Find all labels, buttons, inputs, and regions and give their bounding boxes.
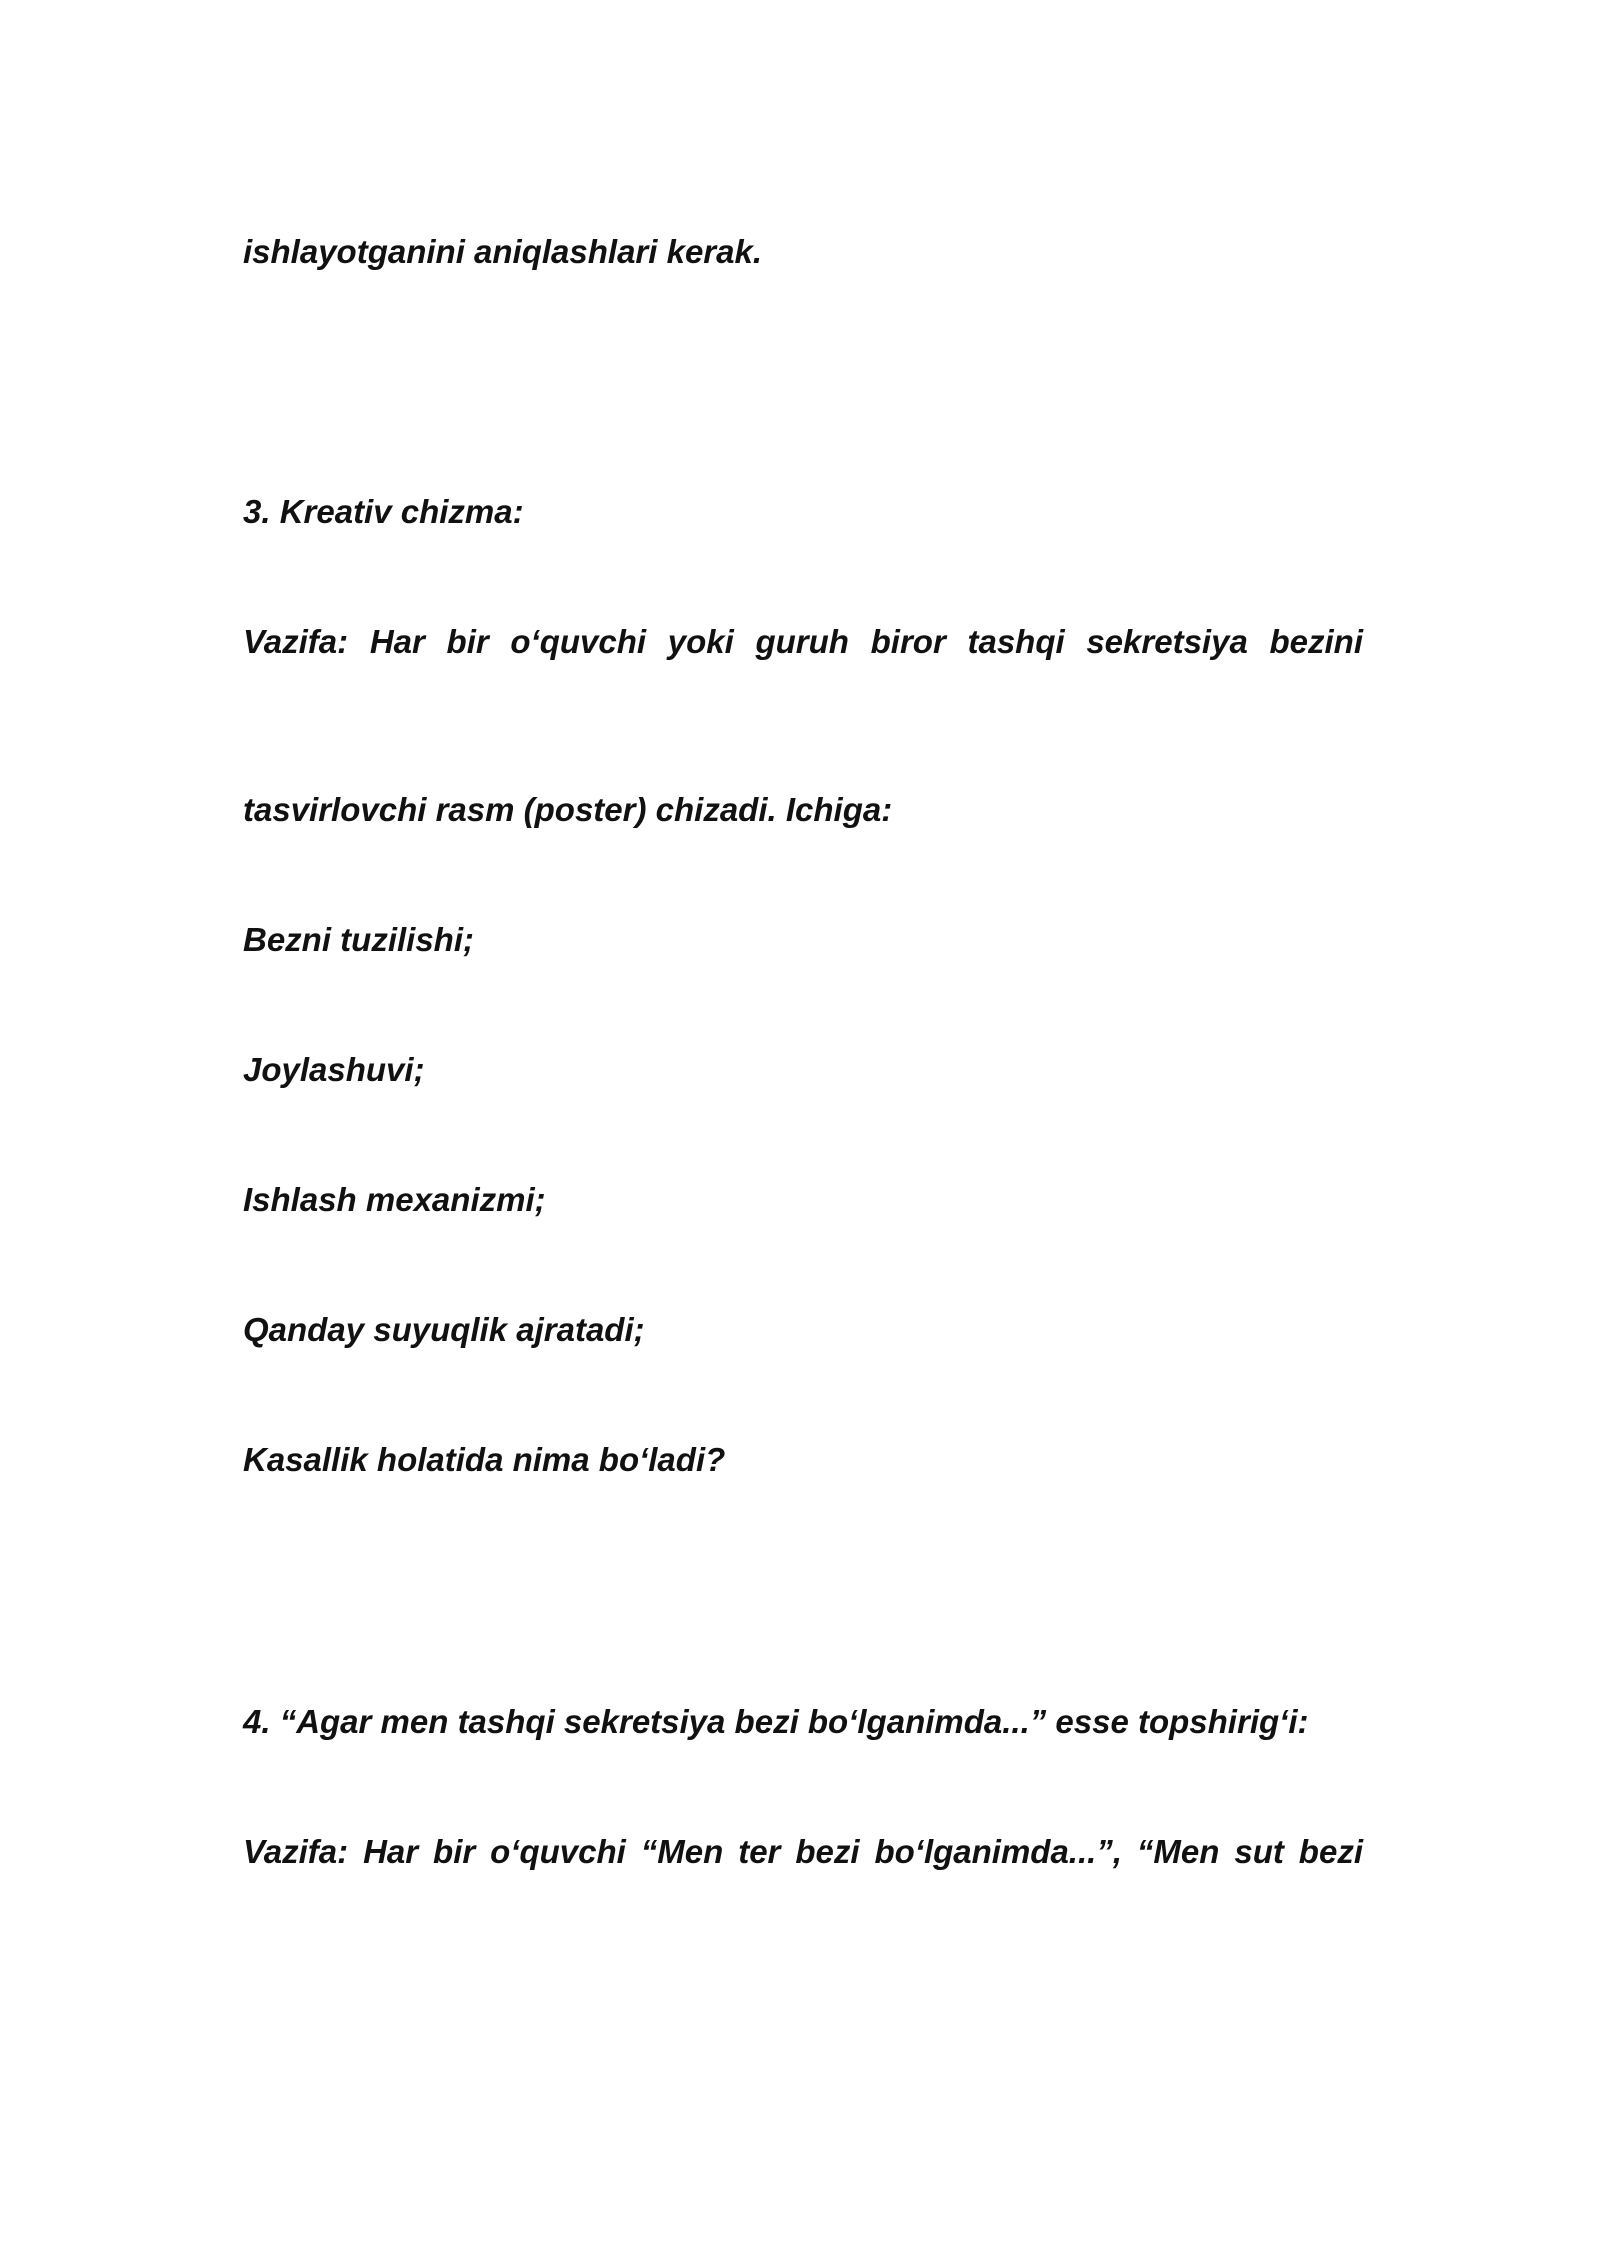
list-item: Joylashuvi; bbox=[243, 1051, 425, 1088]
list-item: Bezni tuzilishi; bbox=[243, 921, 474, 958]
paragraph-continuation: ishlayotganini aniqlashlari kerak. bbox=[243, 233, 763, 270]
list-item: Ishlash mexanizmi; bbox=[243, 1181, 546, 1218]
list-item: Kasallik holatida nima bo‘ladi? bbox=[243, 1441, 726, 1478]
task-text-line-1: Vazifa: Har bir o‘quvchi yoki guruh biror tashqi sekretsiya bezini bbox=[243, 623, 1363, 660]
task-text-line-3: Vazifa: Har bir o‘quvchi “Men ter bezi bo‘lganimda...”, “Men sut bezi bbox=[243, 1833, 1363, 1870]
section-heading-3: 3. Kreativ chizma: bbox=[243, 493, 524, 530]
section-heading-4: 4. “Agar men tashqi sekretsiya bezi bo‘lganimda...” esse topshirig‘i: bbox=[243, 1703, 1309, 1740]
list-item: Qanday suyuqlik ajratadi; bbox=[243, 1311, 645, 1348]
task-text-line-2: tasvirlovchi rasm (poster) chizadi. Ichiga: bbox=[243, 791, 893, 828]
